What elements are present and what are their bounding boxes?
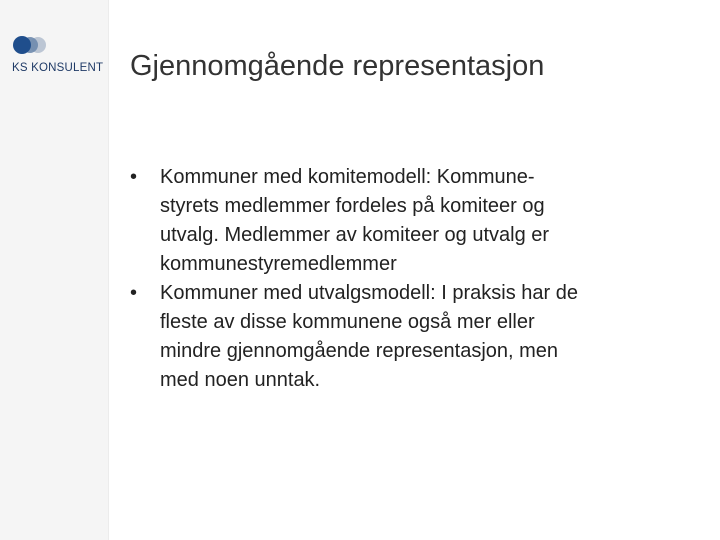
- sidebar: [0, 0, 109, 540]
- bullet-item: [130, 279, 700, 395]
- bullet-line: fleste av disse kommunene også mer eller: [160, 311, 535, 333]
- slide-title: Gjennomgående representasjon: [130, 50, 545, 82]
- logo-text: KS KONSULENT: [12, 62, 104, 74]
- ks-konsulent-logo: [10, 33, 104, 77]
- bullet-line: med noen unntak.: [160, 369, 321, 391]
- bullet-line: Kommuner med utvalgsmodell: I praksis har de: [160, 282, 578, 304]
- bullet-line: Kommuner med komitemodell: Kommune-: [160, 166, 535, 188]
- bullet-line: styrets medlemmer fordeles på komiteer og: [160, 195, 545, 217]
- logo-circles-icon: [10, 33, 50, 57]
- bullet-icon: •: [130, 282, 138, 304]
- bullet-list: [130, 163, 700, 395]
- bullet-line: mindre gjennomgående representasjon, men: [160, 340, 559, 362]
- bullet-item: [130, 163, 700, 279]
- bullet-line: utvalg. Medlemmer av komiteer og utvalg er: [160, 224, 550, 246]
- bullet-icon: •: [130, 166, 138, 188]
- bullet-line: kommunestyremedlemmer: [160, 253, 397, 275]
